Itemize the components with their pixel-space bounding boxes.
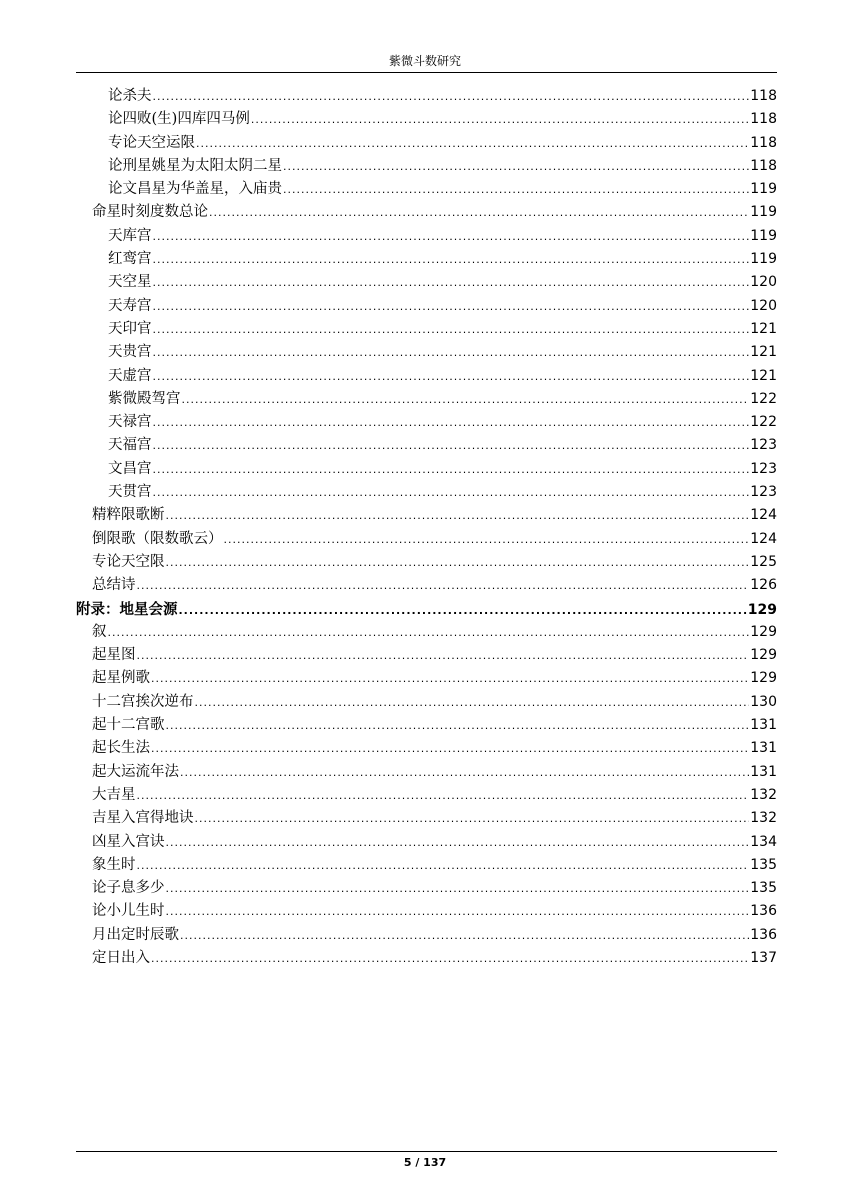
toc-entry[interactable] [76, 551, 777, 574]
toc-dot-leader [153, 411, 750, 434]
toc-dot-leader [179, 599, 747, 622]
header-divider [76, 72, 777, 73]
toc-entry-title: 论刑星姚星为太阳太阴二星 [108, 157, 282, 174]
toc-entry[interactable] [76, 458, 777, 481]
toc-entry[interactable] [76, 504, 777, 527]
toc-entry[interactable] [76, 365, 777, 388]
toc-entry-page: 120 [750, 297, 777, 314]
toc-entry[interactable] [76, 598, 777, 621]
toc-entry[interactable] [76, 737, 777, 760]
toc-entry-title: 论四败(生)四库四马例 [108, 111, 250, 128]
toc-entry-page: 121 [750, 344, 777, 361]
toc-dot-leader [153, 458, 750, 481]
toc-entry-page: 118 [750, 134, 777, 151]
toc-entry-title: 天福宫 [108, 437, 152, 454]
toc-dot-leader [151, 667, 749, 690]
toc-entry[interactable] [76, 574, 777, 597]
toc-dot-leader [108, 621, 750, 644]
toc-entry-title: 起十二宫歌 [92, 717, 165, 734]
toc-entry[interactable] [76, 784, 777, 807]
toc-entry-title: 紫微殿驾宫 [108, 390, 181, 407]
toc-entry-title: 起大运流年法 [92, 763, 179, 780]
toc-dot-leader [153, 85, 750, 108]
toc-entry-title: 文昌宫 [108, 460, 152, 477]
toc-entry[interactable] [76, 201, 777, 224]
page-header-title: 紫微斗数研究 [388, 54, 461, 68]
toc-entry-title: 天禄宫 [108, 414, 152, 431]
toc-dot-leader [137, 644, 750, 667]
toc-entry[interactable] [76, 85, 777, 108]
toc-dot-leader [180, 924, 749, 947]
toc-entry[interactable] [76, 271, 777, 294]
toc-entry-page: 132 [750, 810, 777, 827]
toc-dot-leader [153, 318, 750, 341]
toc-dot-leader [166, 831, 750, 854]
page-number: 5 / 137 [403, 1156, 447, 1169]
toc-dot-leader [166, 551, 750, 574]
toc-entry[interactable] [76, 318, 777, 341]
toc-entry-page: 120 [750, 274, 777, 291]
toc-entry-title: 起星图 [92, 647, 136, 664]
toc-entry-title: 天库宫 [108, 227, 152, 244]
footer-divider [76, 1151, 777, 1152]
toc-entry-page: 119 [750, 181, 777, 198]
table-of-contents [76, 85, 777, 970]
toc-entry[interactable] [76, 644, 777, 667]
toc-entry-page: 134 [750, 833, 777, 850]
toc-entry[interactable] [76, 411, 777, 434]
toc-entry-title: 月出定时辰歌 [92, 926, 179, 943]
toc-dot-leader [251, 108, 749, 131]
toc-entry-page: 118 [750, 157, 777, 174]
toc-entry[interactable] [76, 388, 777, 411]
toc-dot-leader [137, 854, 750, 877]
toc-entry-title: 论文昌星为华盖星，入庙贵 [108, 181, 282, 198]
toc-entry-page: 122 [750, 390, 777, 407]
toc-entry[interactable] [76, 528, 777, 551]
toc-entry-title: 起星例歌 [92, 670, 150, 687]
toc-entry-page: 123 [750, 437, 777, 454]
toc-entry-page: 135 [750, 880, 777, 897]
toc-dot-leader [166, 877, 750, 900]
toc-dot-leader [166, 714, 750, 737]
toc-entry-title: 天寿宫 [108, 297, 152, 314]
toc-dot-leader [182, 388, 750, 411]
toc-dot-leader [153, 225, 750, 248]
toc-entry-page: 119 [750, 251, 777, 268]
toc-entry-title: 象生时 [92, 856, 136, 873]
toc-entry-title: 论子息多少 [92, 880, 165, 897]
toc-entry-title: 起长生法 [92, 740, 150, 757]
toc-entry[interactable] [76, 924, 777, 947]
toc-entry-title: 叙 [92, 623, 107, 640]
toc-entry-title: 命星时刻度数总论 [92, 204, 208, 221]
toc-entry[interactable] [76, 854, 777, 877]
toc-dot-leader [166, 900, 750, 923]
toc-dot-leader [153, 295, 750, 318]
toc-dot-leader [153, 248, 750, 271]
toc-entry-title: 凶星入宫诀 [92, 833, 165, 850]
toc-dot-leader [196, 132, 749, 155]
toc-entry-page: 135 [750, 856, 777, 873]
toc-entry-title: 十二宫挨次逆布 [92, 693, 194, 710]
toc-dot-leader [153, 365, 750, 388]
toc-entry[interactable] [76, 481, 777, 504]
toc-dot-leader [195, 691, 750, 714]
toc-entry-title: 论杀夫 [108, 88, 152, 104]
toc-entry-page: 126 [750, 577, 777, 594]
toc-entry-page: 122 [750, 414, 777, 431]
toc-entry-page: 129 [750, 623, 777, 640]
toc-dot-leader [283, 155, 749, 178]
toc-dot-leader [195, 807, 750, 830]
toc-entry[interactable] [76, 831, 777, 854]
toc-entry-title: 天虚宫 [108, 367, 152, 384]
toc-entry-title: 天贵宫 [108, 344, 152, 361]
toc-entry-title: 附录：地星会源 [76, 600, 178, 618]
toc-entry[interactable] [76, 947, 777, 970]
toc-entry-title: 总结诗 [92, 577, 136, 594]
toc-dot-leader [153, 434, 750, 457]
toc-entry[interactable] [76, 877, 777, 900]
toc-entry-page: 125 [750, 553, 777, 570]
toc-entry-title: 红鸾宫 [108, 251, 152, 268]
toc-entry[interactable] [76, 807, 777, 830]
toc-dot-leader [224, 528, 750, 551]
toc-entry-title: 定日出入 [92, 949, 150, 966]
toc-dot-leader [151, 737, 749, 760]
toc-dot-leader [153, 481, 750, 504]
toc-entry-page: 123 [750, 484, 777, 501]
toc-entry-page: 119 [750, 227, 777, 244]
toc-entry[interactable] [76, 155, 777, 178]
toc-entry[interactable] [76, 667, 777, 690]
toc-entry[interactable] [76, 178, 777, 201]
toc-dot-leader [283, 178, 749, 201]
toc-dot-leader [153, 341, 750, 364]
toc-entry[interactable] [76, 295, 777, 318]
toc-entry-page: 130 [750, 693, 777, 710]
toc-entry-title: 专论天空限 [92, 553, 165, 570]
toc-dot-leader [137, 784, 750, 807]
toc-entry[interactable] [76, 248, 777, 271]
toc-entry[interactable] [76, 900, 777, 923]
toc-dot-leader [137, 574, 750, 597]
toc-entry[interactable] [76, 714, 777, 737]
toc-entry-page: 121 [750, 320, 777, 337]
toc-dot-leader [151, 947, 749, 970]
toc-entry-title: 天贯宫 [108, 484, 152, 501]
toc-entry-page: 137 [750, 949, 777, 966]
toc-entry-title: 吉星入宫得地诀 [92, 810, 194, 827]
toc-entry-page: 131 [750, 717, 777, 734]
toc-entry[interactable] [76, 691, 777, 714]
toc-entry-page: 119 [750, 204, 777, 221]
toc-entry-title: 精粹限歌断 [92, 507, 165, 524]
toc-entry-title: 倒限歌（限数歌云） [92, 530, 223, 547]
toc-entry-page: 132 [750, 786, 777, 803]
toc-entry-page: 124 [750, 530, 777, 547]
toc-entry-page: 129 [750, 647, 777, 664]
toc-entry-page: 136 [750, 903, 777, 920]
toc-entry[interactable] [76, 621, 777, 644]
toc-entry-page: 136 [750, 926, 777, 943]
toc-entry-page: 131 [750, 740, 777, 757]
toc-dot-leader [209, 201, 749, 224]
toc-entry-page: 121 [750, 367, 777, 384]
toc-entry-page: 118 [750, 111, 777, 128]
toc-entry-page: 129 [750, 670, 777, 687]
toc-dot-leader [153, 271, 750, 294]
toc-entry-page: 124 [750, 507, 777, 524]
toc-dot-leader [180, 761, 749, 784]
toc-entry[interactable] [76, 225, 777, 248]
toc-entry[interactable] [76, 761, 777, 784]
toc-entry[interactable] [76, 132, 777, 155]
toc-entry[interactable] [76, 341, 777, 364]
toc-entry[interactable] [76, 434, 777, 457]
toc-entry[interactable] [76, 108, 777, 131]
toc-entry-page: 118 [750, 88, 777, 104]
toc-entry-page: 123 [750, 460, 777, 477]
toc-entry-title: 天印官 [108, 320, 152, 337]
toc-entry-page: 129 [747, 601, 777, 618]
toc-entry-page: 131 [750, 763, 777, 780]
toc-entry-title: 天空星 [108, 274, 152, 291]
toc-entry-title: 论小儿生时 [92, 903, 165, 920]
toc-dot-leader [166, 504, 750, 527]
toc-entry-title: 大吉星 [92, 786, 136, 803]
toc-entry-title: 专论天空运限 [108, 134, 195, 151]
